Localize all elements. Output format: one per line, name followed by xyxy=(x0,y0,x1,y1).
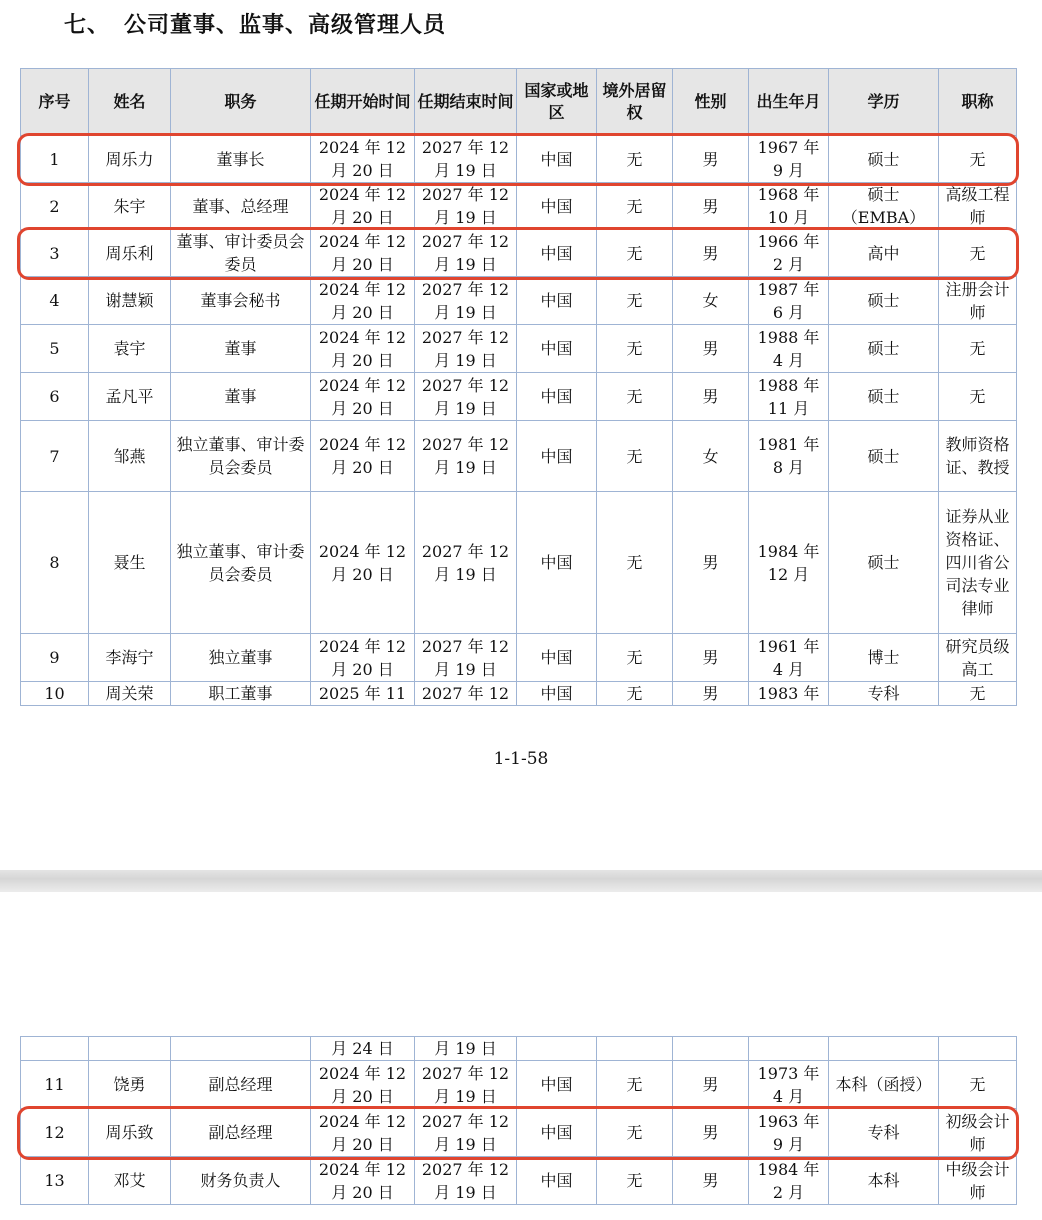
header-name: 姓名 xyxy=(89,69,171,136)
cell-term-end: 2027 年 12 月 19 日 xyxy=(415,136,517,183)
cell-term-end: 2027 年 12 月 19 日 xyxy=(415,325,517,373)
page-number: 1-1-58 xyxy=(493,749,549,769)
header-birth: 出生年月 xyxy=(749,69,829,136)
cell-term-end: 2027 年 12 月 19 日 xyxy=(415,634,517,682)
cell-name xyxy=(89,1037,171,1061)
cell-name: 袁宇 xyxy=(89,325,171,373)
cell-country: 中国 xyxy=(517,230,597,277)
cell-education: 专科 xyxy=(829,1109,939,1157)
cell-country: 中国 xyxy=(517,325,597,373)
cell-overseas-residency: 无 xyxy=(597,682,673,706)
cell-title: 初级会计师 xyxy=(939,1109,1017,1157)
cell-education: 硕士 xyxy=(829,136,939,183)
cell-term-start: 2024 年 12 月 20 日 xyxy=(311,421,415,492)
cell-term-start: 2025 年 11 xyxy=(311,682,415,706)
cell-title: 高级工程师 xyxy=(939,183,1017,230)
cell-term-end: 2027 年 12 月 19 日 xyxy=(415,373,517,421)
cell-gender: 男 xyxy=(673,325,749,373)
cell-birth: 1987 年 6 月 xyxy=(749,277,829,325)
header-term-start: 任期开始时间 xyxy=(311,69,415,136)
cell-term-start: 2024 年 12 月 20 日 xyxy=(311,136,415,183)
header-gender: 性别 xyxy=(673,69,749,136)
table-row xyxy=(21,136,1017,183)
cell-gender: 女 xyxy=(673,421,749,492)
cell-title: 无 xyxy=(939,230,1017,277)
cell-title xyxy=(939,1037,1017,1061)
cell-country: 中国 xyxy=(517,373,597,421)
cell-birth: 1988 年 11 月 xyxy=(749,373,829,421)
cell-name: 邹燕 xyxy=(89,421,171,492)
cell-country: 中国 xyxy=(517,277,597,325)
cell-term-start: 2024 年 12 月 20 日 xyxy=(311,492,415,634)
cell-position: 董事、审计委员会委员 xyxy=(171,230,311,277)
cell-index: 5 xyxy=(21,325,89,373)
cell-birth: 1961 年 4 月 xyxy=(749,634,829,682)
cell-gender: 男 xyxy=(673,183,749,230)
cell-gender: 男 xyxy=(673,373,749,421)
section-title: 公司董事、监事、高级管理人员 xyxy=(124,13,447,38)
cell-term-start: 2024 年 12 月 20 日 xyxy=(311,373,415,421)
header-title: 职称 xyxy=(939,69,1017,136)
cell-education: 博士 xyxy=(829,634,939,682)
cell-gender: 女 xyxy=(673,277,749,325)
cell-education: 硕士 xyxy=(829,277,939,325)
table-row xyxy=(21,492,1017,634)
cell-term-end: 2027 年 12 月 19 日 xyxy=(415,492,517,634)
cell-birth: 1981 年 8 月 xyxy=(749,421,829,492)
cell-index: 6 xyxy=(21,373,89,421)
cell-overseas-residency: 无 xyxy=(597,136,673,183)
cell-title: 教师资格证、教授 xyxy=(939,421,1017,492)
cell-name: 邓艾 xyxy=(89,1157,171,1205)
cell-gender: 男 xyxy=(673,1109,749,1157)
cell-title: 无 xyxy=(939,136,1017,183)
cell-gender: 男 xyxy=(673,230,749,277)
cell-overseas-residency: 无 xyxy=(597,492,673,634)
table-row xyxy=(21,682,1017,706)
cell-title: 证券从业资格证、四川省公司法专业律师 xyxy=(939,492,1017,634)
cell-index: 8 xyxy=(21,492,89,634)
cell-index: 4 xyxy=(21,277,89,325)
cell-gender: 男 xyxy=(673,1061,749,1109)
cell-term-start: 月 24 日 xyxy=(311,1037,415,1061)
cell-education: 高中 xyxy=(829,230,939,277)
cell-title: 无 xyxy=(939,1061,1017,1109)
table-row xyxy=(21,373,1017,421)
cell-title: 无 xyxy=(939,373,1017,421)
cell-birth: 1984 年 2 月 xyxy=(749,1157,829,1205)
cell-term-end: 2027 年 12 xyxy=(415,682,517,706)
cell-title: 无 xyxy=(939,682,1017,706)
personnel-table-continued xyxy=(20,1036,1017,1205)
cell-country: 中国 xyxy=(517,682,597,706)
section-heading xyxy=(64,8,446,39)
cell-title: 无 xyxy=(939,325,1017,373)
table-row xyxy=(21,634,1017,682)
cell-position: 董事 xyxy=(171,325,311,373)
cell-country: 中国 xyxy=(517,634,597,682)
table-row xyxy=(21,183,1017,230)
cell-gender: 男 xyxy=(673,634,749,682)
cell-birth: 1973 年 4 月 xyxy=(749,1061,829,1109)
cell-position: 财务负责人 xyxy=(171,1157,311,1205)
cell-country: 中国 xyxy=(517,492,597,634)
cell-name: 朱宇 xyxy=(89,183,171,230)
table-row xyxy=(21,1109,1017,1157)
cell-term-start: 2024 年 12 月 20 日 xyxy=(311,1061,415,1109)
cell-overseas-residency: 无 xyxy=(597,1109,673,1157)
cell-position: 董事 xyxy=(171,373,311,421)
cell-name: 周关荣 xyxy=(89,682,171,706)
cell-birth: 1968 年 10 月 xyxy=(749,183,829,230)
cell-index: 12 xyxy=(21,1109,89,1157)
cell-gender: 男 xyxy=(673,1157,749,1205)
cell-birth: 1988 年 4 月 xyxy=(749,325,829,373)
table-row xyxy=(21,1061,1017,1109)
cell-term-start: 2024 年 12 月 20 日 xyxy=(311,277,415,325)
cell-education: 本科（函授） xyxy=(829,1061,939,1109)
cell-education: 硕士（EMBA） xyxy=(829,183,939,230)
cell-position: 副总经理 xyxy=(171,1061,311,1109)
personnel-table xyxy=(20,68,1017,706)
cell-overseas-residency: 无 xyxy=(597,421,673,492)
cell-overseas-residency: 无 xyxy=(597,277,673,325)
cell-title: 中级会计师 xyxy=(939,1157,1017,1205)
cell-index: 11 xyxy=(21,1061,89,1109)
cell-index: 2 xyxy=(21,183,89,230)
page-separator xyxy=(0,870,1042,892)
cell-position: 董事会秘书 xyxy=(171,277,311,325)
cell-term-start: 2024 年 12 月 20 日 xyxy=(311,230,415,277)
cell-term-end: 2027 年 12 月 19 日 xyxy=(415,421,517,492)
cell-index: 9 xyxy=(21,634,89,682)
cell-term-start: 2024 年 12 月 20 日 xyxy=(311,325,415,373)
table-row-continuation xyxy=(21,1037,1017,1061)
table-row xyxy=(21,1157,1017,1205)
header-term-end: 任期结束时间 xyxy=(415,69,517,136)
cell-position: 董事、总经理 xyxy=(171,183,311,230)
cell-name: 周乐力 xyxy=(89,136,171,183)
cell-country: 中国 xyxy=(517,1109,597,1157)
cell-overseas-residency: 无 xyxy=(597,1061,673,1109)
cell-index: 3 xyxy=(21,230,89,277)
cell-position: 独立董事、审计委员会委员 xyxy=(171,421,311,492)
cell-term-start: 2024 年 12 月 20 日 xyxy=(311,183,415,230)
cell-name: 周乐致 xyxy=(89,1109,171,1157)
section-number: 七、 xyxy=(64,13,111,38)
cell-name: 孟凡平 xyxy=(89,373,171,421)
cell-education: 专科 xyxy=(829,682,939,706)
cell-term-end: 2027 年 12 月 19 日 xyxy=(415,1061,517,1109)
cell-overseas-residency: 无 xyxy=(597,634,673,682)
cell-position: 独立董事、审计委员会委员 xyxy=(171,492,311,634)
cell-overseas-residency xyxy=(597,1037,673,1061)
table-row xyxy=(21,325,1017,373)
header-overseas-residency: 境外居留权 xyxy=(597,69,673,136)
cell-country: 中国 xyxy=(517,183,597,230)
cell-birth xyxy=(749,1037,829,1061)
cell-title: 注册会计师 xyxy=(939,277,1017,325)
cell-overseas-residency: 无 xyxy=(597,373,673,421)
cell-overseas-residency: 无 xyxy=(597,1157,673,1205)
cell-term-end: 2027 年 12 月 19 日 xyxy=(415,183,517,230)
cell-position xyxy=(171,1037,311,1061)
cell-education: 本科 xyxy=(829,1157,939,1205)
cell-birth: 1963 年 9 月 xyxy=(749,1109,829,1157)
cell-birth: 1984 年 12 月 xyxy=(749,492,829,634)
cell-country: 中国 xyxy=(517,136,597,183)
cell-country: 中国 xyxy=(517,1061,597,1109)
cell-term-end: 2027 年 12 月 19 日 xyxy=(415,1109,517,1157)
table-header-row xyxy=(21,69,1017,136)
cell-term-start: 2024 年 12 月 20 日 xyxy=(311,1157,415,1205)
table-row xyxy=(21,277,1017,325)
cell-term-end: 2027 年 12 月 19 日 xyxy=(415,1157,517,1205)
cell-education: 硕士 xyxy=(829,492,939,634)
cell-education: 硕士 xyxy=(829,421,939,492)
cell-term-end: 月 19 日 xyxy=(415,1037,517,1061)
cell-birth: 1966 年 2 月 xyxy=(749,230,829,277)
cell-country xyxy=(517,1037,597,1061)
cell-gender xyxy=(673,1037,749,1061)
cell-position: 副总经理 xyxy=(171,1109,311,1157)
cell-name: 李海宁 xyxy=(89,634,171,682)
cell-index: 1 xyxy=(21,136,89,183)
cell-overseas-residency: 无 xyxy=(597,230,673,277)
cell-term-start: 2024 年 12 月 20 日 xyxy=(311,634,415,682)
cell-education xyxy=(829,1037,939,1061)
header-country: 国家或地区 xyxy=(517,69,597,136)
cell-name: 谢慧颖 xyxy=(89,277,171,325)
cell-position: 职工董事 xyxy=(171,682,311,706)
cell-education: 硕士 xyxy=(829,325,939,373)
cell-name: 饶勇 xyxy=(89,1061,171,1109)
cell-country: 中国 xyxy=(517,421,597,492)
cell-index: 7 xyxy=(21,421,89,492)
cell-title: 研究员级高工 xyxy=(939,634,1017,682)
cell-index xyxy=(21,1037,89,1061)
cell-country: 中国 xyxy=(517,1157,597,1205)
cell-term-start: 2024 年 12 月 20 日 xyxy=(311,1109,415,1157)
cell-index: 13 xyxy=(21,1157,89,1205)
cell-education: 硕士 xyxy=(829,373,939,421)
header-education: 学历 xyxy=(829,69,939,136)
cell-gender: 男 xyxy=(673,492,749,634)
cell-birth: 1967 年 9 月 xyxy=(749,136,829,183)
cell-gender: 男 xyxy=(673,682,749,706)
cell-gender: 男 xyxy=(673,136,749,183)
cell-term-end: 2027 年 12 月 19 日 xyxy=(415,230,517,277)
cell-name: 聂生 xyxy=(89,492,171,634)
table-row xyxy=(21,421,1017,492)
cell-name: 周乐利 xyxy=(89,230,171,277)
cell-position: 董事长 xyxy=(171,136,311,183)
cell-overseas-residency: 无 xyxy=(597,183,673,230)
header-index: 序号 xyxy=(21,69,89,136)
cell-position: 独立董事 xyxy=(171,634,311,682)
table-row xyxy=(21,230,1017,277)
header-position: 职务 xyxy=(171,69,311,136)
cell-overseas-residency: 无 xyxy=(597,325,673,373)
cell-index: 10 xyxy=(21,682,89,706)
cell-term-end: 2027 年 12 月 19 日 xyxy=(415,277,517,325)
cell-birth: 1983 年 xyxy=(749,682,829,706)
